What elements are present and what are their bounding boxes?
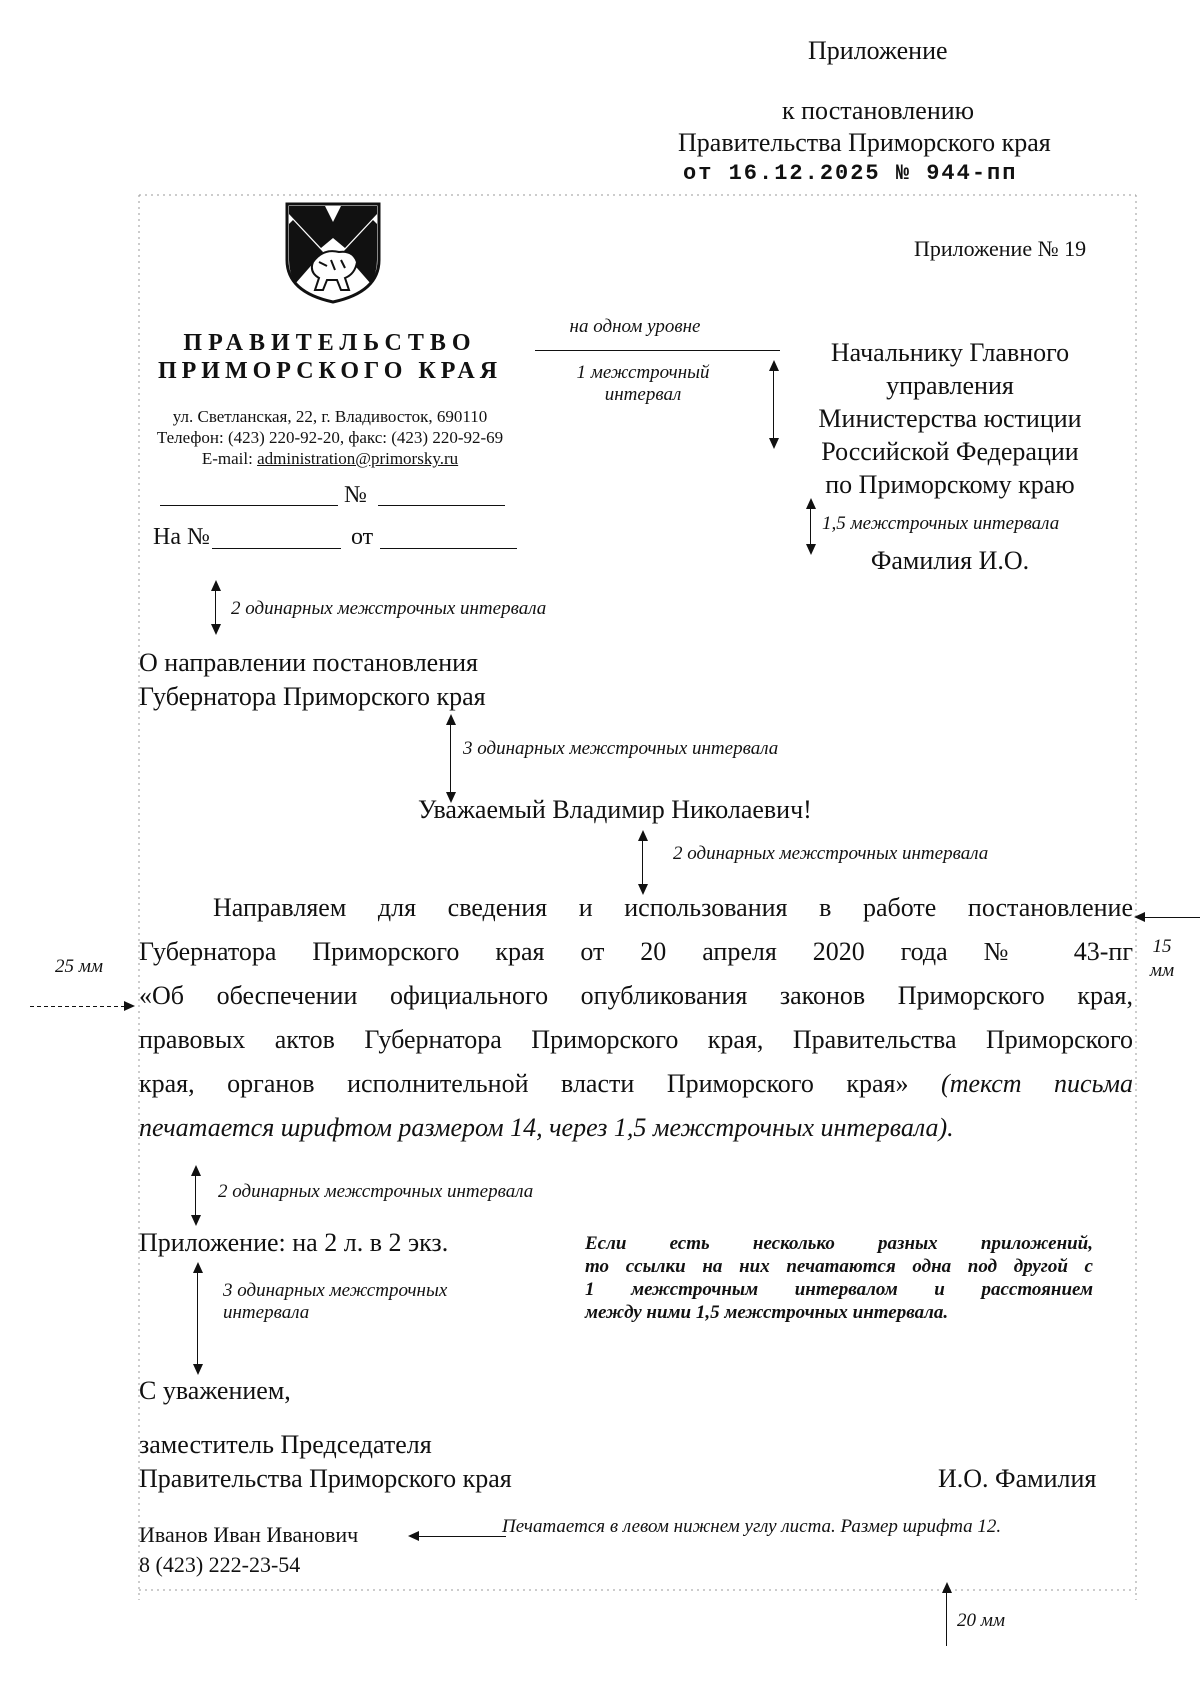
arrow-up-icon	[942, 1582, 952, 1593]
arrow-right-icon	[124, 1001, 135, 1011]
recipient-line-3: Министерства юстиции	[818, 404, 1082, 433]
note-margin-left: 25 мм	[55, 956, 104, 977]
body-line-1: Направляем для сведения и использования в работе постановление	[213, 893, 1133, 922]
ref-from-label: от	[351, 524, 374, 550]
letter-body	[139, 886, 1133, 1150]
arrow-up-icon	[638, 830, 648, 841]
note-margin-right-2: мм	[1149, 960, 1175, 981]
signer-position-2: Правительства Приморского края	[139, 1464, 512, 1493]
arrow-up-icon	[211, 580, 221, 591]
letterhead-address: ул. Светланская, 22, г. Владивосток, 690110	[172, 407, 488, 426]
arrow-down-icon	[211, 624, 221, 635]
salutation: Уважаемый Владимир Николаевич!	[418, 795, 812, 824]
recipient-line-4: Российской Федерации	[821, 437, 1079, 466]
arrow-shaft	[773, 368, 774, 442]
ref-line-number[interactable]	[212, 548, 341, 549]
arrow-down-icon	[769, 438, 779, 449]
arrow-shaft	[642, 838, 643, 886]
attachments-note	[585, 1232, 1093, 1324]
ref-line-date[interactable]	[380, 548, 517, 549]
body-line-2: Губернатора Приморского края от 20 апреля 2020 года № 43-пг	[139, 937, 1133, 966]
letterhead-email	[140, 449, 520, 469]
arrow-shaft	[215, 588, 216, 624]
note-one-and-half: 1,5 межстрочных интервала	[822, 513, 1060, 534]
arrow-shaft	[195, 1173, 196, 1217]
annex-number: Приложение № 19	[914, 236, 1087, 261]
subject-line-2: Губернатора Приморского края	[139, 682, 486, 711]
arrow-up-icon	[193, 1262, 203, 1273]
recipient-line-5: по Приморскому краю	[825, 470, 1075, 499]
executor-pointer-line	[418, 1536, 506, 1537]
recipient-line-1: Начальнику Главного	[830, 338, 1070, 367]
margin-left-line	[30, 1006, 126, 1007]
reg-line-date[interactable]	[160, 505, 338, 506]
email-link[interactable]: administration@primorsky.ru	[257, 449, 459, 468]
note-two-single-3: 2 одинарных межстрочных интервала	[218, 1181, 534, 1202]
letterhead-title-1: ПРАВИТЕЛЬСТВО	[183, 330, 477, 356]
attachment: Приложение: на 2 л. в 2 экз.	[139, 1228, 449, 1257]
arrow-up-icon	[769, 360, 779, 371]
signer-name: И.О. Фамилия	[938, 1464, 1097, 1493]
body-line-5: края, органов исполнительной власти Приморского края» (текст письма	[139, 1069, 1134, 1098]
arrow-shaft	[450, 722, 451, 794]
note-one-interval-2: интервал	[604, 384, 682, 405]
recipient-line-2: управления	[886, 371, 1014, 400]
note-two-single-1: 2 одинарных межстрочных интервала	[231, 598, 547, 619]
header-to-resolution: к постановлению	[782, 96, 975, 125]
note-executor: Печатается в левом нижнем углу листа. Размер шрифта 12.	[502, 1516, 1002, 1537]
arrow-up-icon	[446, 714, 456, 725]
note-margin-right-1: 15	[1152, 936, 1172, 957]
arrow-down-icon	[193, 1364, 203, 1375]
arrow-shaft	[810, 506, 811, 548]
note-same-level: на одном уровне	[569, 316, 701, 337]
arrow-shaft	[197, 1270, 198, 1366]
note-margin-bottom: 20 мм	[957, 1610, 1006, 1631]
arrow-up-icon	[806, 498, 816, 509]
note-three-single-2b: интервала	[223, 1302, 310, 1323]
attachments-note-line-4: между ними 1,5 межстрочных интервала.	[585, 1302, 949, 1323]
margin-bottom-line	[946, 1590, 947, 1646]
body-line-6: печатается шрифтом размером 14, через 1,5 межстрочных интервала).	[139, 1113, 954, 1142]
reg-line-number[interactable]	[378, 505, 505, 506]
signer-position-1: заместитель Председателя	[139, 1430, 432, 1459]
coat-of-arms-icon	[283, 200, 383, 304]
arrow-up-icon	[191, 1165, 201, 1176]
body-line-4: правовых актов Губернатора Приморского края, Правительства Приморского	[139, 1025, 1133, 1054]
letterhead-title-2: ПРИМОРСКОГО КРАЯ	[157, 358, 503, 384]
letterhead-phone: Телефон: (423) 220-92-20, факс: (423) 220-92-69	[156, 428, 504, 447]
note-two-single-2: 2 одинарных межстрочных интервала	[673, 843, 989, 864]
body-line-3: «Об обеспечении официального опубликования законов Приморского края,	[139, 981, 1133, 1010]
note-three-single-2a: 3 одинарных межстрочных	[223, 1280, 448, 1301]
margin-right-line	[1144, 917, 1200, 918]
subject-line-1: О направлении постановления	[139, 648, 479, 677]
email-label: E-mail:	[201, 449, 258, 468]
header-stamp: от 16.12.2025 № 944-пп	[683, 161, 1018, 186]
executor-name: Иванов Иван Иванович	[139, 1522, 359, 1547]
recipient-name: Фамилия И.О.	[870, 546, 1030, 575]
attachments-note-line-3: 1 межстрочным интервалом и расстоянием	[585, 1279, 1093, 1300]
arrow-down-icon	[191, 1215, 201, 1226]
header-government: Правительства Приморского края	[678, 128, 1051, 157]
attachments-note-line-2: то ссылки на них печатаются одна под другой с	[585, 1256, 1093, 1277]
same-level-line	[535, 350, 780, 351]
closing: С уважением,	[139, 1376, 291, 1405]
note-three-single-1: 3 одинарных межстрочных интервала	[463, 738, 779, 759]
reg-number-label: №	[344, 482, 367, 508]
executor-phone: 8 (423) 222-23-54	[139, 1552, 301, 1577]
note-one-interval-1: 1 межстрочный	[576, 362, 710, 383]
ref-number-label: На №	[153, 524, 210, 550]
header-appendix: Приложение	[808, 36, 948, 65]
attachments-note-line-1: Если есть несколько разных приложений,	[585, 1233, 1093, 1254]
